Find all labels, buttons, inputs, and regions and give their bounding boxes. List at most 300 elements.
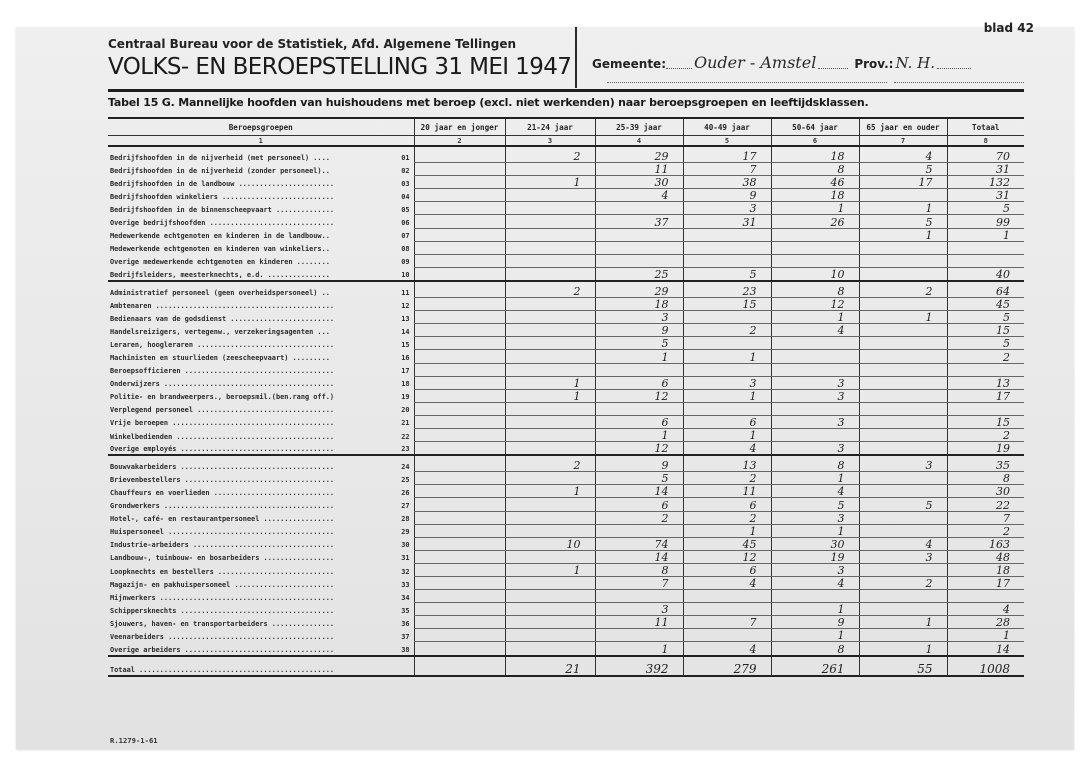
table-row: [108, 402, 1024, 415]
value-cell: 31: [947, 163, 1024, 176]
row-code: 23: [401, 445, 410, 454]
column-header: 21-24 jaar: [505, 118, 595, 136]
occupation-label: [108, 311, 414, 324]
row-code: 24: [401, 462, 410, 471]
value-cell: [505, 442, 595, 456]
occupation-label: [108, 402, 414, 415]
row-code: 02: [401, 166, 410, 175]
occupation-label: [108, 428, 414, 441]
dotted-fill: [607, 82, 887, 83]
value-cell: 1: [859, 616, 947, 629]
value-cell: [414, 228, 505, 241]
value-cell: 3: [771, 563, 859, 576]
value-cell: 4: [595, 189, 683, 202]
value-cell: [859, 590, 947, 603]
value-cell: [414, 577, 505, 590]
value-cell: 2: [505, 146, 595, 163]
value-cell: 132: [947, 176, 1024, 189]
value-cell: 23: [683, 281, 771, 298]
occupation-label-wrap: [110, 632, 414, 642]
value-cell: [859, 511, 947, 524]
value-cell: [859, 337, 947, 350]
occupation-name: Politie- en brandweerpers., beroepsmil.(ben.rang off.): [110, 393, 335, 402]
value-cell: 2: [683, 324, 771, 337]
value-cell: 70: [947, 146, 1024, 163]
total-value-cell: 261: [771, 656, 859, 676]
value-cell: 4: [771, 324, 859, 337]
occupation-label: [108, 146, 414, 163]
value-cell: [505, 324, 595, 337]
total-row: [108, 656, 1024, 676]
value-cell: 13: [947, 376, 1024, 389]
value-cell: 4: [859, 146, 947, 163]
value-cell: [414, 298, 505, 311]
table-row: [108, 267, 1024, 281]
value-cell: [595, 363, 683, 376]
value-cell: [947, 241, 1024, 254]
value-cell: 18: [771, 189, 859, 202]
row-code: 29: [401, 528, 410, 537]
table-row: [108, 524, 1024, 537]
occupation-label: [108, 524, 414, 537]
value-cell: [505, 616, 595, 629]
occupation-label-wrap: [110, 488, 414, 498]
value-cell: 11: [595, 616, 683, 629]
value-cell: 35: [947, 455, 1024, 472]
occupation-label: [108, 629, 414, 642]
value-cell: 1: [595, 642, 683, 656]
value-cell: 12: [683, 550, 771, 563]
column-header: 50-64 jaar: [771, 118, 859, 136]
value-cell: [683, 402, 771, 415]
value-cell: 15: [683, 298, 771, 311]
value-cell: 5: [947, 311, 1024, 324]
table-row: [108, 376, 1024, 389]
value-cell: [505, 189, 595, 202]
value-cell: 4: [683, 577, 771, 590]
table-row: [108, 202, 1024, 215]
table-row: [108, 577, 1024, 590]
value-cell: 5: [683, 267, 771, 281]
value-cell: 18: [771, 146, 859, 163]
value-cell: [414, 442, 505, 456]
occupation-label-wrap: [110, 405, 414, 415]
value-cell: 45: [683, 537, 771, 550]
value-cell: 2: [595, 511, 683, 524]
occupation-name: Mijnwerkers ..........................................: [110, 593, 335, 602]
value-cell: [414, 455, 505, 472]
table-row: [108, 337, 1024, 350]
column-number: 2: [414, 136, 505, 147]
value-cell: 12: [771, 298, 859, 311]
occupation-name: Grondwerkers .........................................: [110, 502, 335, 511]
value-cell: [505, 629, 595, 642]
value-cell: 1: [683, 350, 771, 363]
table-row: [108, 550, 1024, 563]
occupation-label-wrap: [110, 270, 414, 280]
value-cell: 4: [683, 642, 771, 656]
value-cell: [859, 485, 947, 498]
occupation-label-wrap: [110, 205, 414, 215]
value-cell: [505, 298, 595, 311]
header-rule: [108, 89, 1024, 92]
value-cell: [505, 550, 595, 563]
value-cell: 7: [595, 577, 683, 590]
occupation-label-wrap: [110, 593, 414, 603]
value-cell: 5: [595, 472, 683, 485]
occupation-label: [108, 485, 414, 498]
value-cell: [771, 337, 859, 350]
occupation-label-wrap: [110, 366, 414, 376]
value-cell: 10: [771, 267, 859, 281]
column-header: Beroepsgroepen: [108, 118, 414, 136]
value-cell: [505, 498, 595, 511]
total-value-cell: 55: [859, 656, 947, 676]
value-cell: 8: [771, 455, 859, 472]
occupation-name: Medewerkende echtgenoten en kinderen in de landbouw..: [110, 232, 330, 241]
value-cell: [859, 376, 947, 389]
value-cell: [414, 563, 505, 576]
value-cell: [414, 524, 505, 537]
value-cell: [859, 402, 947, 415]
occupation-label: [108, 350, 414, 363]
occupation-label-wrap: [110, 418, 414, 428]
value-cell: [595, 228, 683, 241]
occupation-label: [108, 603, 414, 616]
value-cell: [505, 350, 595, 363]
occupation-label: [108, 202, 414, 215]
occupation-name: Chauffeurs en voerlieden .............................: [110, 488, 335, 497]
row-code: 36: [401, 619, 410, 628]
value-cell: 26: [771, 215, 859, 228]
value-cell: 6: [595, 415, 683, 428]
occupation-label: [108, 376, 414, 389]
value-cell: [859, 189, 947, 202]
occupation-name: Bedrijfshoofden in de nijverheid (zonder personeel)..: [110, 166, 330, 175]
table-row: [108, 228, 1024, 241]
value-cell: [414, 241, 505, 254]
value-cell: [414, 202, 505, 215]
municipality-label: Gemeente:: [592, 57, 666, 71]
table-row: [108, 163, 1024, 176]
value-cell: 30: [947, 485, 1024, 498]
table-row: [108, 176, 1024, 189]
value-cell: 2: [947, 428, 1024, 441]
occupation-name: Vrije beroepen .......................................: [110, 419, 335, 428]
row-code: 07: [401, 232, 410, 241]
column-number: 6: [771, 136, 859, 147]
table-row: [108, 298, 1024, 311]
value-cell: 5: [947, 337, 1024, 350]
value-cell: 9: [595, 455, 683, 472]
occupation-label-wrap: [110, 475, 414, 485]
occupation-label-wrap: [110, 462, 414, 472]
value-cell: [859, 524, 947, 537]
value-cell: [414, 267, 505, 281]
row-code: 32: [401, 567, 410, 576]
value-cell: [505, 337, 595, 350]
occupation-label-wrap: [110, 553, 414, 563]
value-cell: 6: [683, 563, 771, 576]
value-cell: 1: [505, 376, 595, 389]
total-value-cell: [414, 656, 505, 676]
value-cell: [414, 363, 505, 376]
value-cell: [414, 311, 505, 324]
row-code: 35: [401, 606, 410, 615]
value-cell: [414, 537, 505, 550]
occupation-name: Sjouwers, haven- en transportarbeiders ...............: [110, 619, 335, 628]
occupation-name: Bedrijfshoofden in de landbouw .......................: [110, 179, 335, 188]
value-cell: [683, 337, 771, 350]
value-cell: 1: [947, 228, 1024, 241]
value-cell: [595, 402, 683, 415]
value-cell: 18: [595, 298, 683, 311]
value-cell: 4: [771, 485, 859, 498]
occupation-label-wrap: [110, 218, 414, 228]
value-cell: 15: [947, 415, 1024, 428]
row-code: 13: [401, 314, 410, 323]
value-cell: [414, 616, 505, 629]
occupation-name: Bedrijfshoofden in de binnenscheepvaart ..............: [110, 205, 335, 214]
occupation-label-wrap: [110, 540, 414, 550]
value-cell: 25: [595, 267, 683, 281]
table-row: [108, 363, 1024, 376]
row-code: 21: [401, 419, 410, 428]
column-number: 5: [683, 136, 771, 147]
value-cell: [505, 428, 595, 441]
value-cell: 11: [683, 485, 771, 498]
occupation-name: Administratief personeel (geen overheidspersoneel) ..: [110, 288, 330, 297]
occupation-label-wrap: [110, 514, 414, 524]
occupation-name: Landbouw-, tuinbouw- en bosarbeiders .................: [110, 554, 335, 563]
value-cell: [947, 402, 1024, 415]
value-cell: [505, 577, 595, 590]
value-cell: [414, 146, 505, 163]
occupation-name: Beroepsofficieren ....................................: [110, 367, 335, 376]
value-cell: 17: [683, 146, 771, 163]
occupation-label: [108, 337, 414, 350]
value-cell: [505, 215, 595, 228]
occupation-name: Loopknechts en bestellers ............................: [110, 567, 335, 576]
occupation-label-wrap: [110, 580, 414, 590]
occupation-label: [108, 442, 414, 456]
occupation-label-wrap: [110, 353, 414, 363]
value-cell: [414, 485, 505, 498]
table-row: [108, 428, 1024, 441]
province-value: N. H.: [895, 54, 936, 72]
occupation-label: [108, 215, 414, 228]
census-title: VOLKS- EN BEROEPSTELLING 31 MEI 1947: [108, 54, 572, 80]
occupation-name: Bedrijfshoofden in de nijverheid (met personeel) ....: [110, 153, 330, 162]
value-cell: [595, 629, 683, 642]
occupation-label: [108, 241, 414, 254]
value-cell: 45: [947, 298, 1024, 311]
value-cell: 7: [683, 163, 771, 176]
value-cell: 18: [947, 563, 1024, 576]
row-code: 38: [401, 645, 410, 654]
row-code: 12: [401, 301, 410, 310]
value-cell: 37: [595, 215, 683, 228]
row-code: 27: [401, 502, 410, 511]
total-value-cell: 21: [505, 656, 595, 676]
row-code: 34: [401, 593, 410, 602]
occupation-label-wrap: [110, 645, 414, 655]
value-cell: [414, 337, 505, 350]
value-cell: 3: [771, 442, 859, 456]
value-cell: [947, 254, 1024, 267]
value-cell: 28: [947, 616, 1024, 629]
occupation-label: [108, 455, 414, 472]
value-cell: [771, 350, 859, 363]
table-row: [108, 629, 1024, 642]
value-cell: [505, 472, 595, 485]
value-cell: [683, 363, 771, 376]
column-number: 4: [595, 136, 683, 147]
occupation-name: Overige medewerkende echtgenoten en kinderen ........: [110, 258, 330, 267]
census-form-sheet: [16, 21, 1074, 749]
column-header: 25-39 jaar: [595, 118, 683, 136]
value-cell: [771, 254, 859, 267]
occupation-name: Machinisten en stuurlieden (zeescheepvaart) .........: [110, 354, 330, 362]
value-cell: [414, 389, 505, 402]
value-cell: [859, 442, 947, 456]
value-cell: [505, 311, 595, 324]
occupation-name: Handelsreizigers, vertegenw., verzekeringsagenten ...: [110, 327, 330, 336]
value-cell: [505, 524, 595, 537]
row-code: 10: [401, 270, 410, 279]
occupation-name: Industrie-arbeiders ..................................: [110, 541, 335, 550]
province-label: Prov.:: [854, 57, 894, 71]
value-cell: [771, 241, 859, 254]
form-code: R.1279-1-61: [110, 736, 158, 745]
occupation-label: [108, 537, 414, 550]
value-cell: 2: [683, 511, 771, 524]
occupation-name: Huispersoneel ........................................: [110, 528, 335, 537]
value-cell: 8: [595, 563, 683, 576]
value-cell: [859, 415, 947, 428]
value-cell: 3: [771, 389, 859, 402]
row-code: 31: [401, 554, 410, 563]
value-cell: [505, 402, 595, 415]
value-cell: [683, 311, 771, 324]
occupation-name: Overige bedrijfshoofden ..............................: [110, 219, 335, 228]
value-cell: [414, 498, 505, 511]
table-row: [108, 603, 1024, 616]
value-cell: [505, 202, 595, 215]
table-row: [108, 590, 1024, 603]
table-row: [108, 350, 1024, 363]
value-cell: [859, 629, 947, 642]
occupation-name: Brievenbestellers ....................................: [110, 475, 335, 484]
column-number: 3: [505, 136, 595, 147]
value-cell: [683, 603, 771, 616]
table-row: [108, 311, 1024, 324]
dotted-fill: [818, 67, 848, 69]
value-cell: 1: [683, 524, 771, 537]
value-cell: [505, 228, 595, 241]
table-caption: Tabel 15 G. Mannelijke hoofden van huishoudens met beroep (excl. niet werkenden) naar beroepsgroepen en leeftijdsklassen.: [108, 96, 869, 109]
occupation-name: Verplegend personeel .................................: [110, 406, 335, 415]
value-cell: 2: [859, 281, 947, 298]
value-cell: [505, 163, 595, 176]
occupation-label: [108, 228, 414, 241]
column-header: 65 jaar en ouder: [859, 118, 947, 136]
value-cell: 1: [505, 176, 595, 189]
table-row: [108, 415, 1024, 428]
row-code: 04: [401, 192, 410, 201]
value-cell: [414, 550, 505, 563]
value-cell: 99: [947, 215, 1024, 228]
value-cell: 13: [683, 455, 771, 472]
value-cell: 5: [595, 337, 683, 350]
value-cell: 6: [595, 498, 683, 511]
occupation-label: [108, 163, 414, 176]
value-cell: [595, 590, 683, 603]
value-cell: [947, 363, 1024, 376]
row-code: 03: [401, 179, 410, 188]
value-cell: 1: [683, 389, 771, 402]
row-code: 05: [401, 205, 410, 214]
row-code: 19: [401, 393, 410, 402]
column-number: 1: [108, 136, 414, 147]
value-cell: 1: [859, 642, 947, 656]
occupation-name: Overige arbeiders ....................................: [110, 645, 335, 654]
table-row: [108, 537, 1024, 550]
value-cell: 3: [683, 376, 771, 389]
value-cell: 6: [683, 415, 771, 428]
value-cell: [505, 415, 595, 428]
value-cell: 74: [595, 537, 683, 550]
value-cell: 3: [771, 376, 859, 389]
value-cell: [414, 472, 505, 485]
table-row: [108, 189, 1024, 202]
value-cell: 2: [947, 350, 1024, 363]
value-cell: [683, 254, 771, 267]
table-row: [108, 455, 1024, 472]
value-cell: [414, 376, 505, 389]
table-row: [108, 281, 1024, 298]
occupation-name: Medewerkende echtgenoten en kinderen van winkeliers..: [110, 245, 330, 254]
row-code: 20: [401, 406, 410, 415]
value-cell: [683, 590, 771, 603]
value-cell: [771, 428, 859, 441]
value-cell: 6: [683, 498, 771, 511]
value-cell: 3: [683, 202, 771, 215]
occupation-name: Bedienaars van de godsdienst .........................: [110, 314, 335, 323]
occupation-label-wrap: [110, 340, 414, 350]
occupation-name: Ambtenaren ...........................................: [110, 301, 335, 310]
column-header: Totaal: [947, 118, 1024, 136]
occupation-label-wrap: [110, 432, 414, 442]
occupation-label-wrap: [110, 327, 414, 337]
value-cell: 1: [505, 485, 595, 498]
value-cell: 8: [771, 163, 859, 176]
row-code: 15: [401, 340, 410, 349]
occupation-label: [108, 363, 414, 376]
value-cell: 2: [683, 472, 771, 485]
form-header: [108, 37, 572, 80]
value-cell: [771, 228, 859, 241]
occupation-label-wrap: [110, 244, 414, 254]
dotted-fill: [894, 82, 1024, 83]
value-cell: 6: [595, 376, 683, 389]
value-cell: 40: [947, 267, 1024, 281]
table-row: [108, 389, 1024, 402]
value-cell: 1: [505, 389, 595, 402]
value-cell: [414, 176, 505, 189]
value-cell: 8: [771, 281, 859, 298]
row-code: 37: [401, 632, 410, 641]
